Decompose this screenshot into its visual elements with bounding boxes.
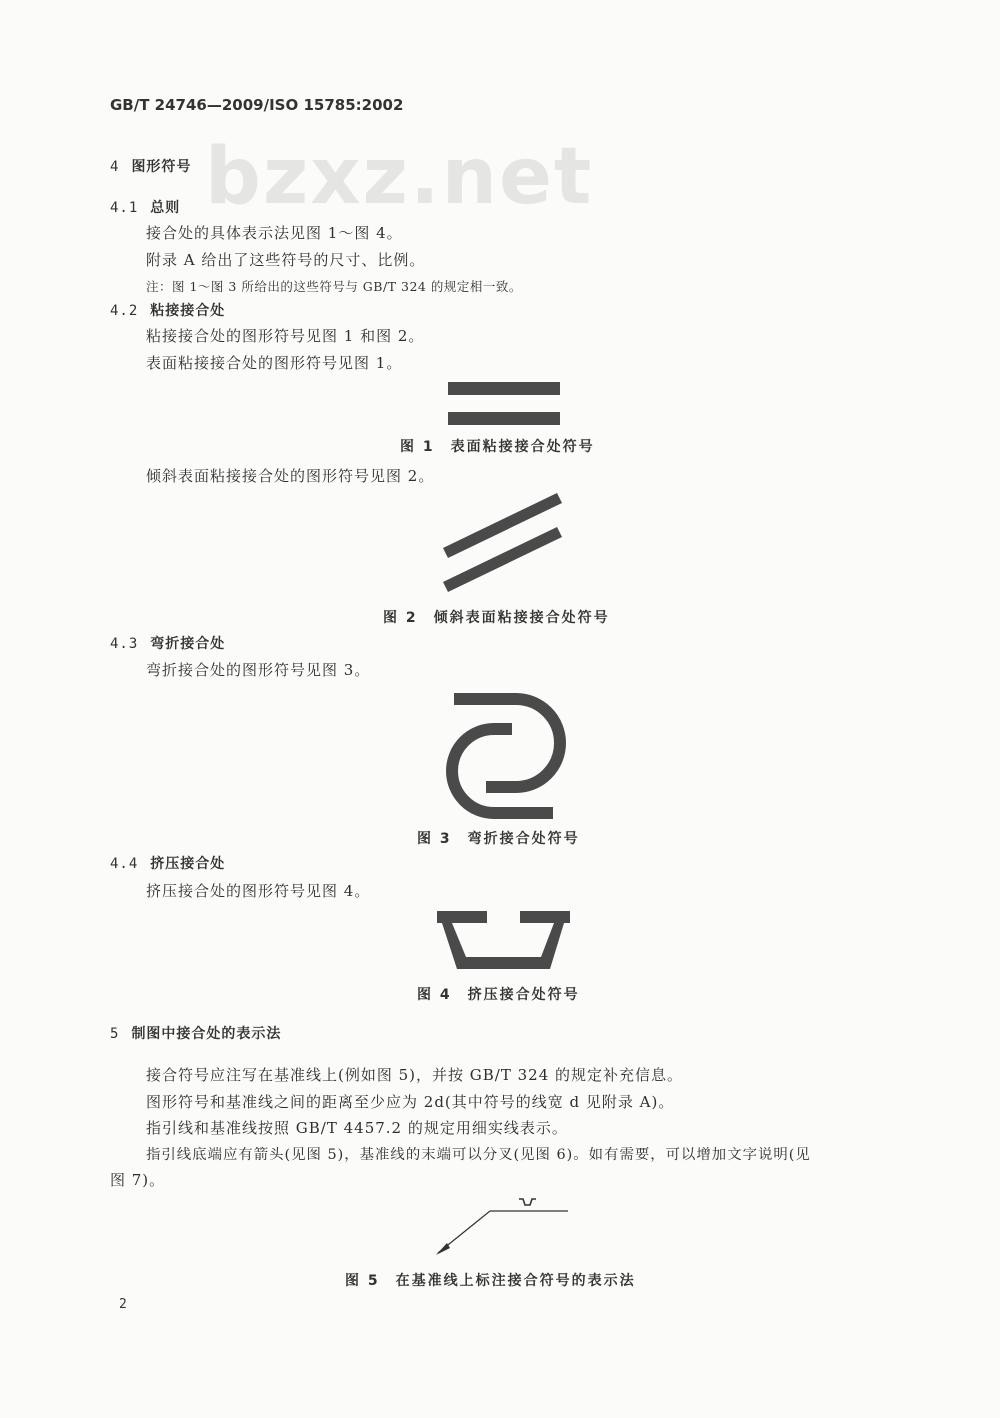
section-number: 4.4 <box>110 856 139 872</box>
figure-5-caption: 图 5 在基准线上标注接合符号的表示法 <box>345 1273 636 1289</box>
section-title: 弯折接合处 <box>150 636 226 652</box>
watermark: bzxz.net <box>205 132 594 222</box>
note: 注：图 1～图 3 所给出的这些符号与 GB/T 324 的规定相一致。 <box>146 279 522 294</box>
paragraph: 图形符号和基准线之间的距离至少应为 2d(其中符号的线宽 d 见附录 A)。 <box>146 1093 675 1111</box>
section-title: 粘接接合处 <box>150 303 226 319</box>
paragraph: 表面粘接接合处的图形符号见图 1。 <box>146 354 403 372</box>
paragraph: 弯折接合处的图形符号见图 3。 <box>146 661 371 679</box>
paragraph: 附录 A 给出了这些符号的尺寸、比例。 <box>146 251 426 269</box>
section-number: 4.3 <box>110 636 139 652</box>
section-number: 4.2 <box>110 303 139 319</box>
arrowhead <box>436 1243 450 1255</box>
figure-2-caption: 图 2 倾斜表面粘接接合处符号 <box>383 610 610 626</box>
paragraph: 粘接接合处的图形符号见图 1 和图 2。 <box>146 327 425 345</box>
paragraph-continuation: 图 7)。 <box>110 1171 166 1189</box>
section-title: 总则 <box>150 200 181 216</box>
section-title: 挤压接合处 <box>150 856 226 872</box>
figure-3-caption: 图 3 弯折接合处符号 <box>417 831 580 847</box>
paragraph: 接合符号应注写在基准线上(例如图 5)，并按 GB/T 324 的规定补充信息。 <box>146 1066 684 1084</box>
figure-1-caption: 图 1 表面粘接接合处符号 <box>400 439 595 455</box>
section-number: 4.1 <box>110 200 139 216</box>
paragraph: 挤压接合处的图形符号见图 4。 <box>146 882 371 900</box>
paragraph: 接合处的具体表示法见图 1～图 4。 <box>146 224 403 242</box>
figure-4-caption: 图 4 挤压接合处符号 <box>417 987 580 1003</box>
section-title: 图形符号 <box>131 159 192 175</box>
standard-number-header: GB/T 24746—2009/ISO 15785:2002 <box>110 96 404 114</box>
paragraph: 倾斜表面粘接接合处的图形符号见图 2。 <box>146 467 435 485</box>
section-number: 5 <box>110 1026 120 1042</box>
section-title: 制图中接合处的表示法 <box>131 1026 282 1042</box>
small-pressed-joint-symbol <box>519 1199 536 1205</box>
section-number: 4 <box>110 159 120 175</box>
paragraph: 指引线和基准线按照 GB/T 4457.2 的规定用细实线表示。 <box>146 1119 568 1137</box>
paragraph: 指引线底端应有箭头(见图 5)，基准线的末端可以分叉(见图 6)。如有需要，可以增加文字说明(见 <box>146 1147 811 1163</box>
page-number: 2 <box>119 1297 127 1312</box>
